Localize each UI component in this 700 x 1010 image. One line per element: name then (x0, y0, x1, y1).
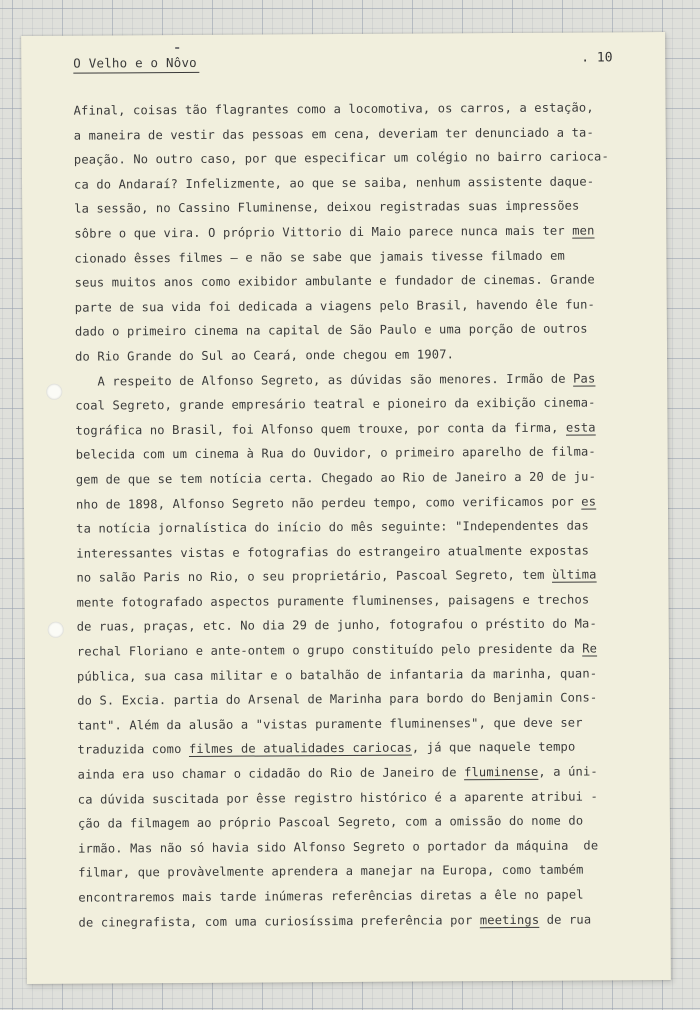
text-line: tant". Além da alusão a "vistas puramente fluminenses", que deve ser (77, 715, 583, 733)
ink-mark (175, 47, 179, 49)
text-line: tográfica no Brasil, foi Alfonso quem trouxe, por conta da firma, esta (75, 420, 596, 438)
text-line: gem de que se tem notícia certa. Chegado ao Rio de Janeiro a 20 de ju- (75, 469, 597, 487)
text-line: sôbre o que vira. O próprio Vittorio di Maio parece nunca mais ter men (74, 223, 595, 241)
punch-hole (46, 384, 62, 400)
text-line: A respeito de Alfonso Segreto, as dúvidas são menores. Irmão de Pas (75, 371, 596, 389)
typewritten-page (21, 32, 671, 984)
text-line: Afinal, coisas tão flagrantes como a locomotiva, os carros, a estação, (73, 100, 594, 118)
text-line: dado o primeiro cinema na capital de São Paulo e uma porção de outros (74, 321, 588, 339)
text-line: peação. No outro caso, por que especificar um colégio no bairro carioca- (73, 149, 609, 167)
text-line: no salão Paris no Rio, o seu proprietário, Pascoal Segreto, tem ùltima (76, 567, 597, 585)
text-line: rechal Floriano e ante-ontem o grupo constituído pelo presidente da Re (76, 641, 598, 659)
text-line: do Rio Grande do Sul ao Ceará, onde chegou em 1907. (75, 347, 455, 364)
text-line: ainda era uso chamar o cidadão do Rio de Janeiro de fluminense, a úni- (77, 764, 598, 782)
text-line: pública, sua casa militar e o batalhão de infantaria da marinha, quan- (76, 666, 598, 684)
punch-hole (48, 622, 64, 638)
text-line: ta notícia jornalística do início do mês seguinte: "Independentes das (76, 518, 589, 536)
text-line: mente fotografado aspectos puramente fluminenses, paisagens e trechos (76, 592, 590, 610)
text-line: do S. Excia. partia do Arsenal de Marinha para bordo do Benjamin Cons- (77, 690, 598, 708)
text-line: belecida com um cinema à Rua do Ouvidor, o primeiro aparelho de filma- (75, 444, 596, 462)
body-text (73, 95, 668, 935)
running-title: O Velho e o Nôvo (73, 54, 197, 71)
text-line: de cinegrafista, com uma curiosíssima preferência por meetings de rua (78, 912, 592, 930)
text-line: de ruas, praças, etc. No dia 29 de junho, fotografou o préstito do Ma- (76, 616, 597, 635)
text-line: irmão. Mas não só havia sido Alfonso Segreto o portador da máquina de (78, 838, 599, 856)
text-line: ca do Andaraí? Infelizmente, ao que se saiba, nenhum assistente daque- (73, 174, 595, 192)
text-line: seus muitos anos como exibidor ambulante e fundador de cinemas. Grande (74, 272, 595, 290)
text-line: nho de 1898, Alfonso Segreto não perdeu tempo, como verificamos por es (75, 493, 597, 512)
text-line: la sessão, no Cassino Fluminense, deixou registradas suas impressões (74, 198, 580, 217)
text-line: cionado êsses filmes — e não se sabe que jamais tivesse filmado em (74, 248, 565, 266)
text-line: coal Segreto, grande empresário teatral e pioneiro da exibição cinema- (75, 395, 596, 413)
text-line: filmar, que provàvelmente aprendera a manejar na Europa, como também (78, 862, 584, 881)
text-line: a maneira de vestir das pessoas em cena, deveriam ter denunciado a ta- (73, 125, 594, 143)
text-line: interessantes vistas e fotografias do estrangeiro atualmente expostas (76, 543, 590, 561)
page-number: . 10 (581, 50, 613, 66)
text-line: traduzida como filmes de atualidades cariocas, já que naquele tempo (77, 740, 576, 758)
text-line: ca dúvida suscitada por êsse registro histórico é a aparente atribui - (77, 789, 598, 807)
text-line: parte de sua vida foi dedicada a viagens pelo Brasil, havendo êle fun- (74, 297, 595, 315)
text-line: encontraremos mais tarde inúmeras referências diretas a êle no papel (78, 887, 584, 905)
text-line: ção da filmagem ao próprio Pascoal Segreto, com a omissão do nome do (77, 813, 584, 831)
